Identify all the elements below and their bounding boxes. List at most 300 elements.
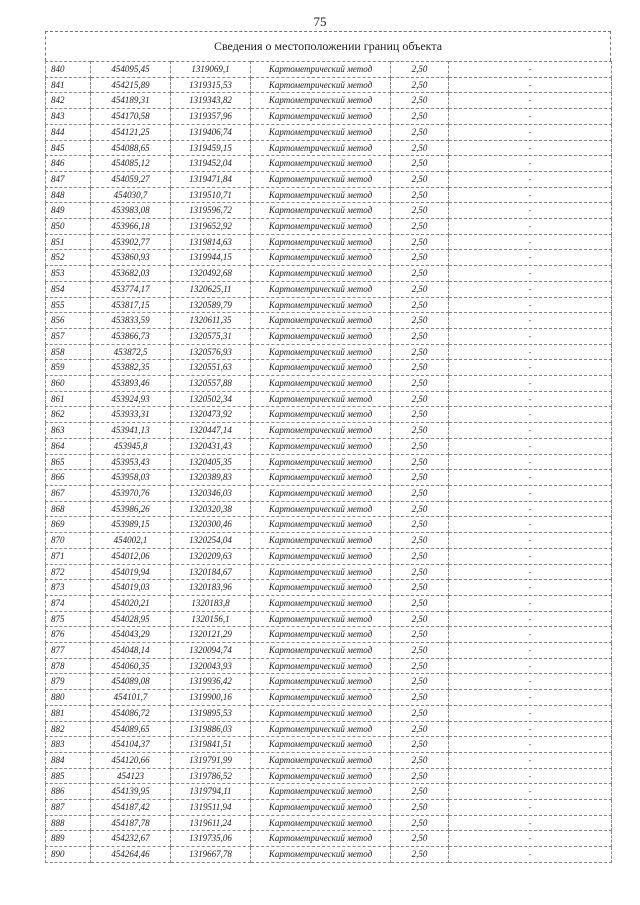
coordinate-x: 454043,29 <box>91 627 171 643</box>
precision-cell: 2,50 <box>391 517 449 533</box>
coordinate-x: 453945,8 <box>91 438 171 454</box>
coordinate-x: 454104,37 <box>91 737 171 753</box>
point-number: 871 <box>46 548 91 564</box>
method-cell: Картометрический метод <box>251 203 391 219</box>
point-number: 865 <box>46 454 91 470</box>
description-cell: - <box>449 423 612 439</box>
table-row <box>46 297 612 313</box>
method-cell: Картометрический метод <box>251 344 391 360</box>
table-row <box>46 328 612 344</box>
coordinate-y: 1319814,63 <box>171 234 251 250</box>
table-row <box>46 360 612 376</box>
coordinate-y: 1319895,53 <box>171 705 251 721</box>
table-row <box>46 187 612 203</box>
precision-cell: 2,50 <box>391 438 449 454</box>
coordinate-x: 453941,13 <box>91 423 171 439</box>
table-row <box>46 266 612 282</box>
precision-cell: 2,50 <box>391 847 449 863</box>
point-number: 843 <box>46 109 91 125</box>
point-number: 853 <box>46 266 91 282</box>
coordinate-x: 453902,77 <box>91 234 171 250</box>
table-row <box>46 219 612 235</box>
point-number: 876 <box>46 627 91 643</box>
method-cell: Картометрический метод <box>251 297 391 313</box>
coordinate-y: 1319900,16 <box>171 690 251 706</box>
table-row <box>46 109 612 125</box>
coordinate-y: 1320094,74 <box>171 643 251 659</box>
table-row <box>46 470 612 486</box>
method-cell: Картометрический метод <box>251 705 391 721</box>
point-number: 862 <box>46 407 91 423</box>
table-row <box>46 737 612 753</box>
description-cell: - <box>449 501 612 517</box>
precision-cell: 2,50 <box>391 391 449 407</box>
coordinate-x: 454120,66 <box>91 752 171 768</box>
table-row <box>46 485 612 501</box>
coordinate-x: 454089,08 <box>91 674 171 690</box>
coordinate-x: 454187,78 <box>91 815 171 831</box>
table-row <box>46 281 612 297</box>
precision-cell: 2,50 <box>391 313 449 329</box>
precision-cell: 2,50 <box>391 266 449 282</box>
coordinate-y: 1320184,67 <box>171 564 251 580</box>
coordinate-y: 1319510,71 <box>171 187 251 203</box>
coordinate-y: 1319791,99 <box>171 752 251 768</box>
coordinate-x: 454060,35 <box>91 658 171 674</box>
point-number: 890 <box>46 847 91 863</box>
table-row <box>46 690 612 706</box>
description-cell: - <box>449 77 612 93</box>
precision-cell: 2,50 <box>391 234 449 250</box>
precision-cell: 2,50 <box>391 705 449 721</box>
coordinate-x: 454089,65 <box>91 721 171 737</box>
table-row <box>46 800 612 816</box>
table-row <box>46 580 612 596</box>
description-cell: - <box>449 344 612 360</box>
point-number: 869 <box>46 517 91 533</box>
point-number: 860 <box>46 376 91 392</box>
table-row <box>46 658 612 674</box>
method-cell: Картометрический метод <box>251 501 391 517</box>
table-row <box>46 391 612 407</box>
precision-cell: 2,50 <box>391 721 449 737</box>
precision-cell: 2,50 <box>391 800 449 816</box>
point-number: 889 <box>46 831 91 847</box>
precision-cell: 2,50 <box>391 548 449 564</box>
method-cell: Картометрический метод <box>251 391 391 407</box>
table-title <box>45 31 611 61</box>
method-cell: Картометрический метод <box>251 580 391 596</box>
table-row <box>46 752 612 768</box>
coordinate-y: 1320431,43 <box>171 438 251 454</box>
method-cell: Картометрический метод <box>251 800 391 816</box>
point-number: 868 <box>46 501 91 517</box>
coordinate-x: 453989,15 <box>91 517 171 533</box>
precision-cell: 2,50 <box>391 737 449 753</box>
point-number: 882 <box>46 721 91 737</box>
point-number: 873 <box>46 580 91 596</box>
point-number: 840 <box>46 62 91 78</box>
description-cell: - <box>449 313 612 329</box>
method-cell: Картометрический метод <box>251 124 391 140</box>
description-cell: - <box>449 627 612 643</box>
description-cell: - <box>449 109 612 125</box>
precision-cell: 2,50 <box>391 768 449 784</box>
table-row <box>46 171 612 187</box>
coordinate-x: 454048,14 <box>91 643 171 659</box>
coordinate-x: 454020,21 <box>91 595 171 611</box>
coordinate-x: 454088,65 <box>91 140 171 156</box>
table-row <box>46 643 612 659</box>
coordinate-x: 454028,95 <box>91 611 171 627</box>
precision-cell: 2,50 <box>391 93 449 109</box>
table-row <box>46 611 612 627</box>
point-number: 858 <box>46 344 91 360</box>
description-cell: - <box>449 266 612 282</box>
point-number: 847 <box>46 171 91 187</box>
coordinate-x: 453833,59 <box>91 313 171 329</box>
coordinate-x: 454012,06 <box>91 548 171 564</box>
method-cell: Картометрический метод <box>251 156 391 172</box>
method-cell: Картометрический метод <box>251 93 391 109</box>
description-cell: - <box>449 250 612 266</box>
point-number: 888 <box>46 815 91 831</box>
method-cell: Картометрический метод <box>251 533 391 549</box>
description-cell: - <box>449 438 612 454</box>
point-number: 841 <box>46 77 91 93</box>
description-cell: - <box>449 517 612 533</box>
precision-cell: 2,50 <box>391 643 449 659</box>
coordinate-y: 1320389,83 <box>171 470 251 486</box>
coordinate-y: 1320473,92 <box>171 407 251 423</box>
method-cell: Картометрический метод <box>251 281 391 297</box>
table-row <box>46 517 612 533</box>
precision-cell: 2,50 <box>391 674 449 690</box>
precision-cell: 2,50 <box>391 690 449 706</box>
coordinate-x: 454019,03 <box>91 580 171 596</box>
coordinate-y: 1320156,1 <box>171 611 251 627</box>
method-cell: Картометрический метод <box>251 643 391 659</box>
precision-cell: 2,50 <box>391 627 449 643</box>
precision-cell: 2,50 <box>391 171 449 187</box>
method-cell: Картометрический метод <box>251 234 391 250</box>
table-row <box>46 627 612 643</box>
description-cell: - <box>449 407 612 423</box>
method-cell: Картометрический метод <box>251 376 391 392</box>
table-row <box>46 234 612 250</box>
point-number: 854 <box>46 281 91 297</box>
point-number: 866 <box>46 470 91 486</box>
precision-cell: 2,50 <box>391 784 449 800</box>
table-row <box>46 768 612 784</box>
coordinate-x: 453953,43 <box>91 454 171 470</box>
method-cell: Картометрический метод <box>251 627 391 643</box>
coordinate-y: 1320575,31 <box>171 328 251 344</box>
coordinate-y: 1319069,1 <box>171 62 251 78</box>
precision-cell: 2,50 <box>391 250 449 266</box>
point-number: 850 <box>46 219 91 235</box>
precision-cell: 2,50 <box>391 611 449 627</box>
point-number: 872 <box>46 564 91 580</box>
table-row <box>46 77 612 93</box>
description-cell: - <box>449 391 612 407</box>
method-cell: Картометрический метод <box>251 595 391 611</box>
method-cell: Картометрический метод <box>251 77 391 93</box>
method-cell: Картометрический метод <box>251 658 391 674</box>
precision-cell: 2,50 <box>391 376 449 392</box>
table-row <box>46 203 612 219</box>
method-cell: Картометрический метод <box>251 407 391 423</box>
coordinate-x: 454002,1 <box>91 533 171 549</box>
point-number: 857 <box>46 328 91 344</box>
description-cell: - <box>449 297 612 313</box>
coordinate-x: 453966,18 <box>91 219 171 235</box>
coordinate-y: 1320576,93 <box>171 344 251 360</box>
description-cell: - <box>449 93 612 109</box>
description-cell: - <box>449 203 612 219</box>
coordinate-y: 1319841,51 <box>171 737 251 753</box>
precision-cell: 2,50 <box>391 423 449 439</box>
point-number: 856 <box>46 313 91 329</box>
description-cell: - <box>449 580 612 596</box>
point-number: 881 <box>46 705 91 721</box>
precision-cell: 2,50 <box>391 485 449 501</box>
method-cell: Картометрический метод <box>251 611 391 627</box>
precision-cell: 2,50 <box>391 344 449 360</box>
coordinate-x: 453986,26 <box>91 501 171 517</box>
coordinate-x: 454019,94 <box>91 564 171 580</box>
coordinate-y: 1319406,74 <box>171 124 251 140</box>
coordinate-y: 1320447,14 <box>171 423 251 439</box>
precision-cell: 2,50 <box>391 77 449 93</box>
precision-cell: 2,50 <box>391 658 449 674</box>
point-number: 842 <box>46 93 91 109</box>
description-cell: - <box>449 156 612 172</box>
coordinate-x: 453860,93 <box>91 250 171 266</box>
coordinate-x: 454085,12 <box>91 156 171 172</box>
point-number: 863 <box>46 423 91 439</box>
coordinate-y: 1320300,46 <box>171 517 251 533</box>
table-row <box>46 595 612 611</box>
table-row <box>46 501 612 517</box>
coordinate-y: 1320557,88 <box>171 376 251 392</box>
coordinate-y: 1320346,03 <box>171 485 251 501</box>
point-number: 848 <box>46 187 91 203</box>
coordinate-x: 454123 <box>91 768 171 784</box>
coordinate-y: 1319452,04 <box>171 156 251 172</box>
precision-cell: 2,50 <box>391 156 449 172</box>
table-row <box>46 438 612 454</box>
precision-cell: 2,50 <box>391 831 449 847</box>
coordinate-y: 1319343,82 <box>171 93 251 109</box>
point-number: 851 <box>46 234 91 250</box>
coordinate-y: 1320405,35 <box>171 454 251 470</box>
coordinate-y: 1320589,79 <box>171 297 251 313</box>
description-cell: - <box>449 831 612 847</box>
coordinate-x: 454030,7 <box>91 187 171 203</box>
method-cell: Картометрический метод <box>251 737 391 753</box>
point-number: 877 <box>46 643 91 659</box>
method-cell: Картометрический метод <box>251 360 391 376</box>
point-number: 852 <box>46 250 91 266</box>
description-cell: - <box>449 470 612 486</box>
coordinate-x: 454095,45 <box>91 62 171 78</box>
precision-cell: 2,50 <box>391 187 449 203</box>
description-cell: - <box>449 784 612 800</box>
method-cell: Картометрический метод <box>251 768 391 784</box>
point-number: 879 <box>46 674 91 690</box>
point-number: 864 <box>46 438 91 454</box>
method-cell: Картометрический метод <box>251 187 391 203</box>
point-number: 844 <box>46 124 91 140</box>
coordinate-x: 454086,72 <box>91 705 171 721</box>
description-cell: - <box>449 124 612 140</box>
coordinate-y: 1320209,63 <box>171 548 251 564</box>
table-row <box>46 124 612 140</box>
description-cell: - <box>449 611 612 627</box>
precision-cell: 2,50 <box>391 564 449 580</box>
method-cell: Картометрический метод <box>251 564 391 580</box>
description-cell: - <box>449 737 612 753</box>
description-cell: - <box>449 847 612 863</box>
table-row <box>46 407 612 423</box>
coordinate-x: 453682,03 <box>91 266 171 282</box>
coordinate-y: 1319652,92 <box>171 219 251 235</box>
description-cell: - <box>449 564 612 580</box>
method-cell: Картометрический метод <box>251 470 391 486</box>
table-row <box>46 423 612 439</box>
precision-cell: 2,50 <box>391 470 449 486</box>
coordinate-x: 453866,73 <box>91 328 171 344</box>
description-cell: - <box>449 800 612 816</box>
coordinate-x: 453872,5 <box>91 344 171 360</box>
coordinate-y: 1319794,11 <box>171 784 251 800</box>
point-number: 875 <box>46 611 91 627</box>
method-cell: Картометрический метод <box>251 313 391 329</box>
precision-cell: 2,50 <box>391 501 449 517</box>
description-cell: - <box>449 234 612 250</box>
page-number: 75 <box>313 14 327 29</box>
point-number: 846 <box>46 156 91 172</box>
point-number: 878 <box>46 658 91 674</box>
coordinate-x: 453893,46 <box>91 376 171 392</box>
method-cell: Картометрический метод <box>251 752 391 768</box>
description-cell: - <box>449 360 612 376</box>
method-cell: Картометрический метод <box>251 454 391 470</box>
coordinate-y: 1320625,11 <box>171 281 251 297</box>
precision-cell: 2,50 <box>391 109 449 125</box>
table-row <box>46 454 612 470</box>
description-cell: - <box>449 674 612 690</box>
coordinate-x: 454189,31 <box>91 93 171 109</box>
description-cell: - <box>449 752 612 768</box>
precision-cell: 2,50 <box>391 328 449 344</box>
precision-cell: 2,50 <box>391 533 449 549</box>
precision-cell: 2,50 <box>391 281 449 297</box>
coordinate-x: 453970,76 <box>91 485 171 501</box>
precision-cell: 2,50 <box>391 360 449 376</box>
coordinate-x: 453983,08 <box>91 203 171 219</box>
point-number: 887 <box>46 800 91 816</box>
description-cell: - <box>449 454 612 470</box>
coordinate-x: 453924,93 <box>91 391 171 407</box>
coordinate-x: 453774,17 <box>91 281 171 297</box>
method-cell: Картометрический метод <box>251 140 391 156</box>
description-cell: - <box>449 140 612 156</box>
table-row <box>46 674 612 690</box>
method-cell: Картометрический метод <box>251 517 391 533</box>
coordinates-table-body <box>46 62 612 863</box>
point-number: 885 <box>46 768 91 784</box>
coordinate-y: 1320043,93 <box>171 658 251 674</box>
coordinate-x: 453817,15 <box>91 297 171 313</box>
description-cell: - <box>449 187 612 203</box>
description-cell: - <box>449 768 612 784</box>
coordinates-table <box>45 61 612 863</box>
description-cell: - <box>449 62 612 78</box>
precision-cell: 2,50 <box>391 454 449 470</box>
method-cell: Картометрический метод <box>251 62 391 78</box>
description-cell: - <box>449 533 612 549</box>
coordinate-y: 1319357,96 <box>171 109 251 125</box>
coordinate-x: 454215,89 <box>91 77 171 93</box>
coordinate-y: 1319667,78 <box>171 847 251 863</box>
method-cell: Картометрический метод <box>251 423 391 439</box>
point-number: 867 <box>46 485 91 501</box>
table-row <box>46 815 612 831</box>
description-cell: - <box>449 721 612 737</box>
method-cell: Картометрический метод <box>251 674 391 690</box>
coordinate-x: 454101,7 <box>91 690 171 706</box>
coordinate-x: 454139,95 <box>91 784 171 800</box>
coordinate-y: 1320183,96 <box>171 580 251 596</box>
coordinate-y: 1319786,52 <box>171 768 251 784</box>
precision-cell: 2,50 <box>391 752 449 768</box>
coordinate-y: 1320320,38 <box>171 501 251 517</box>
coordinate-y: 1320611,35 <box>171 313 251 329</box>
table-row <box>46 344 612 360</box>
coordinate-y: 1320254,04 <box>171 533 251 549</box>
method-cell: Картометрический метод <box>251 831 391 847</box>
table-row <box>46 156 612 172</box>
point-number: 845 <box>46 140 91 156</box>
point-number: 883 <box>46 737 91 753</box>
precision-cell: 2,50 <box>391 815 449 831</box>
table-row <box>46 847 612 863</box>
description-cell: - <box>449 690 612 706</box>
precision-cell: 2,50 <box>391 580 449 596</box>
coordinate-y: 1319596,72 <box>171 203 251 219</box>
coordinate-y: 1319944,15 <box>171 250 251 266</box>
description-cell: - <box>449 643 612 659</box>
point-number: 861 <box>46 391 91 407</box>
method-cell: Картометрический метод <box>251 784 391 800</box>
description-cell: - <box>449 376 612 392</box>
point-number: 849 <box>46 203 91 219</box>
coordinate-y: 1319735,06 <box>171 831 251 847</box>
point-number: 884 <box>46 752 91 768</box>
table-row <box>46 93 612 109</box>
description-cell: - <box>449 485 612 501</box>
description-cell: - <box>449 328 612 344</box>
coordinate-y: 1319936,42 <box>171 674 251 690</box>
description-cell: - <box>449 219 612 235</box>
coordinate-x: 454187,42 <box>91 800 171 816</box>
coordinate-y: 1319511,94 <box>171 800 251 816</box>
boundary-sheet <box>45 31 611 863</box>
method-cell: Картометрический метод <box>251 690 391 706</box>
coordinate-y: 1319471,84 <box>171 171 251 187</box>
